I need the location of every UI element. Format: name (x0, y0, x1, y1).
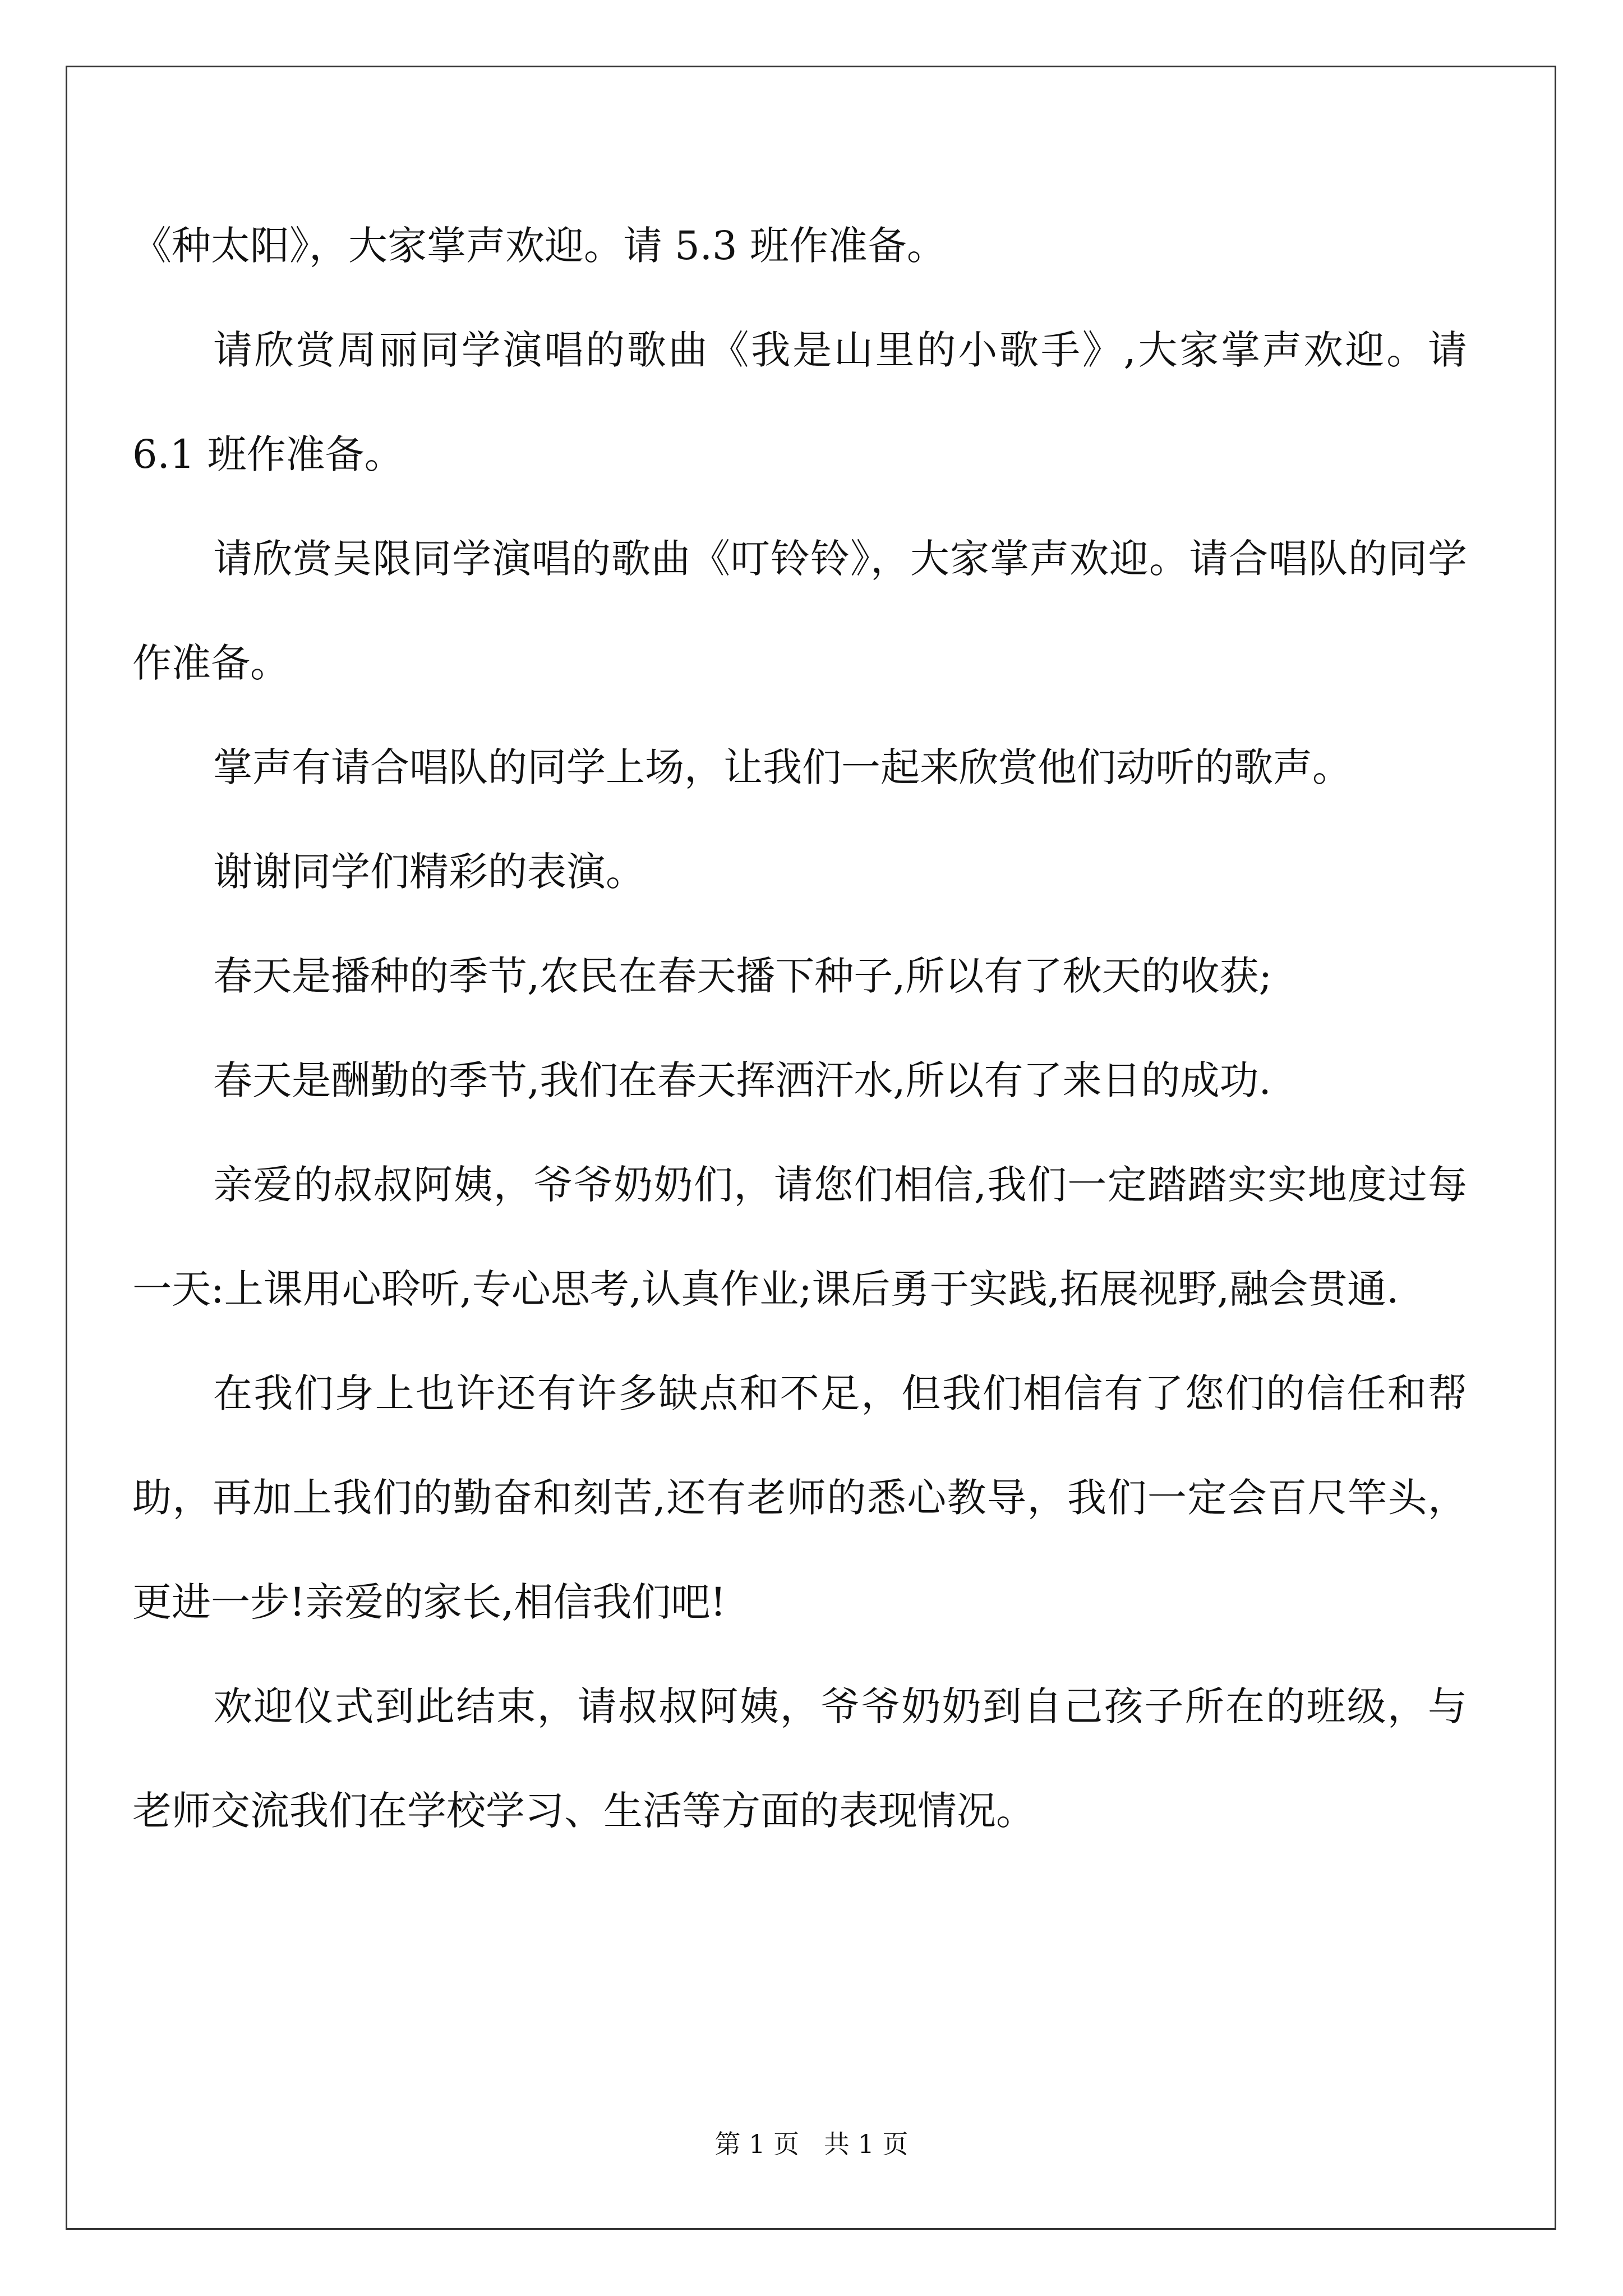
document-body (132, 194, 1467, 1863)
paragraph: 在我们身上也许还有许多缺点和不足，但我们相信有了您们的信任和帮助，再加上我们的勤奋和刻苦,还有老师的悉心教导，我们一定会百尺竿头，更进一步!亲爱的家长,相信我们吧! (132, 1370, 1467, 1625)
paragraph: 春天是播种的季节,农民在春天播下种子,所以有了秋天的收获; (213, 953, 1272, 999)
paragraph: 请欣赏吴限同学演唱的歌曲《叮铃铃》，大家掌声欢迎。请合唱队的同学作准备。 (132, 536, 1467, 686)
paragraph: 掌声有请合唱队的同学上场，让我们一起来欣赏他们动听的歌声。 (213, 744, 1352, 790)
paragraph: 亲爱的叔叔阿姨，爷爷奶奶们，请您们相信,我们一定踏踏实实地度过每一天:上课用心聆听,专心思考,认真作业;课后勇于实践,拓展视野,融会贯通. (132, 1162, 1467, 1312)
paragraph: 欢迎仪式到此结束，请叔叔阿姨，爷爷奶奶到自己孩子所在的班级，与老师交流我们在学校学习、生活等方面的表现情况。 (132, 1683, 1467, 1834)
paragraph: 《种太阳》，大家掌声欢迎。请 5.3 班作准备。 (132, 223, 946, 269)
paragraph: 请欣赏周丽同学演唱的歌曲《我是山里的小歌手》,大家掌声欢迎。请 6.1 班作准备。 (132, 327, 1467, 477)
page-footer: 第 1 页 共 1 页 (714, 2129, 909, 2159)
paragraph: 春天是酬勤的季节,我们在春天挥洒汗水,所以有了来日的成功. (213, 1057, 1271, 1103)
paragraph: 谢谢同学们精彩的表演。 (213, 849, 645, 895)
